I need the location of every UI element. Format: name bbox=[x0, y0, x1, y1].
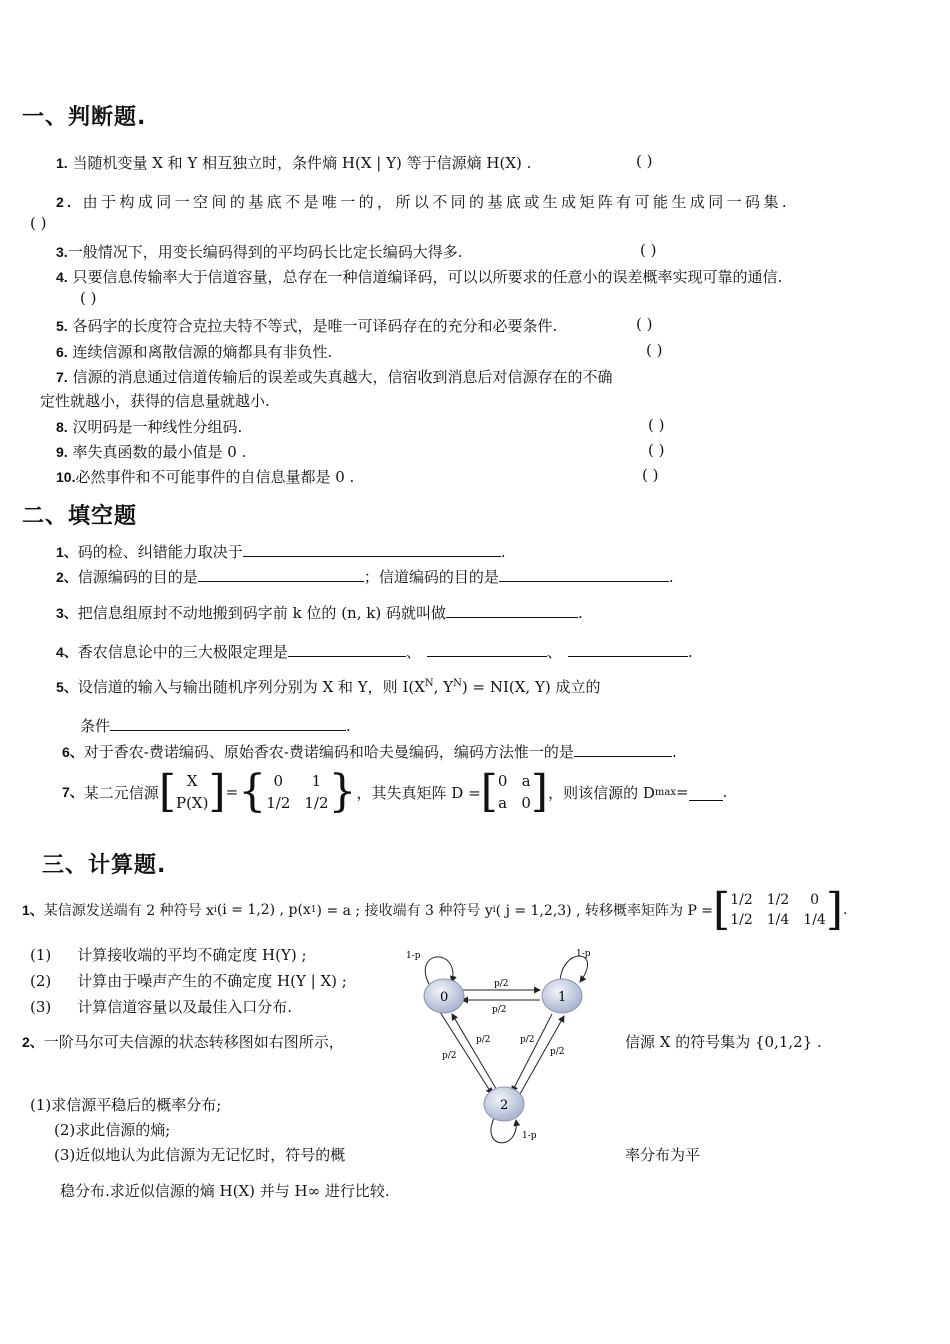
s1-paren-8: ( ) bbox=[648, 416, 665, 434]
s3-p2-right: 信源 X 的符号集为 {0,1,2} . bbox=[625, 1033, 822, 1051]
s3-problem-2: 2、一阶马尔可夫信源的状态转移图如右图所示， bbox=[22, 1033, 344, 1051]
s3-problem-1: 1、 某信源发送端有 2 种符号 x i (i = 1,2) , p(x 1 ) = a ; 接收端有 3 种符号 y i ( j = 1,2,3) , 转移概率矩阵为 P = [ 1/2 1/2 0 1/2 1/4 1/4 ] . bbox=[22, 884, 848, 935]
node-label-0: 0 bbox=[440, 990, 449, 1005]
blank-line[interactable] bbox=[288, 640, 406, 657]
s1-item-5: 5. 各码字的长度符合克拉夫特不等式，是唯一可译码存在的充分和必要条件. bbox=[56, 317, 558, 335]
blank-line[interactable] bbox=[198, 565, 364, 582]
blank-line[interactable] bbox=[110, 714, 346, 731]
s1-paren-4: ( ) bbox=[80, 289, 97, 307]
blank-line[interactable] bbox=[689, 784, 723, 801]
s1-item-4: 4. 只要信息传输率大于信道容量，总存在一种信道编译码，可以以所要求的任意小的误差概率实现可靠的通信. bbox=[56, 268, 783, 286]
s2-item-6: 6、对于香农-费诺编码、原始香农-费诺编码和哈夫曼编码，编码方法惟一的是 . bbox=[62, 740, 677, 762]
s1-item-7-line2: 定性就越小，获得的信息量就越小. bbox=[40, 392, 270, 410]
s1-paren-9: ( ) bbox=[648, 441, 665, 459]
s3-p2-last: 稳分布.求近似信源的熵 H(X) 并与 H∞ 进行比较. bbox=[60, 1182, 390, 1200]
markov-state-diagram bbox=[400, 940, 620, 1150]
matrix-source: [ X P(X) ] bbox=[158, 766, 226, 817]
transition-matrix: [ 1/2 1/2 0 1/2 1/4 1/4 ] bbox=[713, 884, 843, 935]
s3-p2-sub3-right: 率分布为平 bbox=[625, 1146, 701, 1164]
matrix-prob: { 0 1 1/2 1/2 } bbox=[238, 766, 357, 817]
edge-1-2 bbox=[512, 1014, 552, 1092]
matrix-distortion: [ 0 a a 0 ] bbox=[480, 766, 549, 817]
s3-p2-sub2: (2)求此信源的熵; bbox=[54, 1121, 171, 1139]
s3-p2-sub3: (3)近似地认为此信源为无记忆时，符号的概 bbox=[54, 1146, 346, 1164]
self-label-2: 1-p bbox=[522, 1131, 537, 1141]
s1-paren-2: ( ) bbox=[30, 214, 47, 232]
s1-item-1: 1. 当随机变量 X 和 Y 相互独立时，条件熵 H(X | Y) 等于信源熵 H(X) . bbox=[56, 154, 532, 172]
s1-item-7: 7. 信源的消息通过信道传输后的误差或失真越大，信宿收到消息后对信源存在的不确 bbox=[56, 368, 613, 386]
s1-paren-1: ( ) bbox=[636, 152, 653, 170]
edge-label-2-1: p/2 bbox=[550, 1047, 565, 1057]
blank-line[interactable] bbox=[568, 640, 688, 657]
s3-p1-sub2: (2) 计算由于噪声产生的不确定度 H(Y | X) ; bbox=[30, 972, 347, 990]
s1-item-9: 9. 率失真函数的最小值是 0 . bbox=[56, 443, 247, 461]
blank-line[interactable] bbox=[427, 640, 547, 657]
s2-item-7: 7、 某二元信源 [ X P(X) ] = { 0 1 1/2 1/2 } ，其失真矩阵 D = [ 0 a a 0 ] ，则该信源的 D max = . bbox=[62, 766, 728, 817]
section1-title: 一、判断题. bbox=[22, 105, 147, 130]
section2-title: 二、填空题 bbox=[22, 504, 138, 529]
s2-item-4: 4、香农信息论中的三大极限定理是 、 、 . bbox=[56, 640, 693, 662]
self-label-1: 1-p bbox=[576, 949, 591, 959]
node-label-2: 2 bbox=[500, 1098, 509, 1113]
edge-2-0 bbox=[452, 1014, 498, 1092]
edge-label-1-0: p/2 bbox=[492, 1005, 507, 1015]
blank-line[interactable] bbox=[243, 540, 501, 557]
s3-p2-sub1: (1)求信源平稳后的概率分布; bbox=[30, 1096, 222, 1114]
s1-item-6: 6. 连续信源和离散信源的熵都具有非负性. bbox=[56, 343, 333, 361]
s2-item-5-line2: 条件 . bbox=[80, 714, 351, 736]
node-label-1: 1 bbox=[558, 990, 567, 1005]
s1-item-2: 2. 由于构成同一空间的基底不是唯一的，所以不同的基底或生成矩阵有可能生成同一码集. bbox=[56, 193, 791, 211]
blank-line[interactable] bbox=[499, 565, 669, 582]
s2-item-3: 3、把信息组原封不动地搬到码字前 k 位的 (n, k) 码就叫做 . bbox=[56, 601, 583, 623]
s2-item-1: 1、码的检、纠错能力取决于 . bbox=[56, 540, 506, 562]
self-label-0: 1-p bbox=[406, 951, 421, 961]
s1-paren-10: ( ) bbox=[642, 466, 659, 484]
s1-paren-5: ( ) bbox=[636, 315, 653, 333]
edge-label-0-2: p/2 bbox=[442, 1051, 457, 1061]
s1-item-3: 3.一般情况下，用变长编码得到的平均码长比定长编码大得多. bbox=[56, 243, 463, 261]
edge-label-2-0: p/2 bbox=[476, 1035, 491, 1045]
section3-title: 三、计算题. bbox=[42, 853, 167, 878]
edge-label-1-2: p/2 bbox=[520, 1035, 535, 1045]
blank-line[interactable] bbox=[574, 740, 672, 757]
s1-item-8: 8. 汉明码是一种线性分组码. bbox=[56, 418, 243, 436]
blank-line[interactable] bbox=[446, 601, 578, 618]
s3-p1-sub3: (3) 计算信道容量以及最佳入口分布. bbox=[30, 998, 293, 1016]
s3-p1-sub1: (1) 计算接收端的平均不确定度 H(Y) ; bbox=[30, 946, 307, 964]
s1-paren-6: ( ) bbox=[646, 341, 663, 359]
s2-item-5: 5、设信道的输入与输出随机序列分别为 X 和 Y，则 $I(X^N$, $Y^N) = NI(X$, Y) 成立的 bbox=[56, 678, 601, 696]
edge-label-0-1: p/2 bbox=[494, 979, 509, 989]
s2-item-2: 2、信源编码的目的是 ；信道编码的目的是 . bbox=[56, 565, 674, 587]
s1-paren-3: ( ) bbox=[640, 241, 657, 259]
s1-item-10: 10.必然事件和不可能事件的自信息量都是 0 . bbox=[56, 468, 355, 486]
